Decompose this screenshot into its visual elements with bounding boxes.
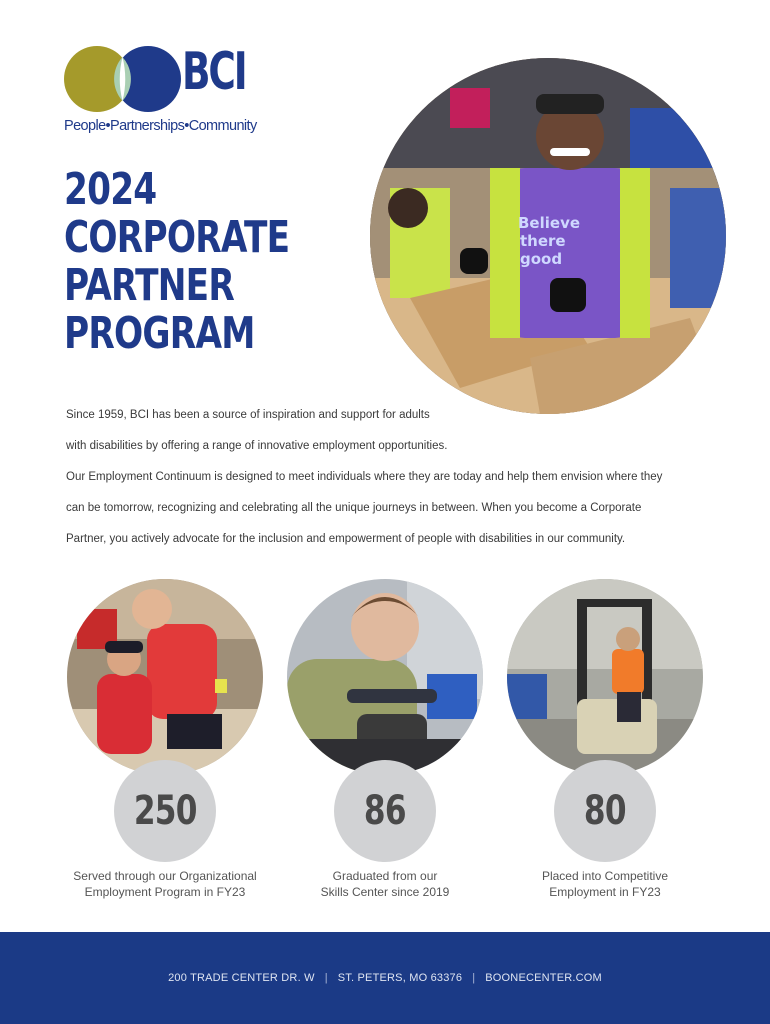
stat-badge-graduated — [334, 760, 436, 862]
stat-caption-line: Served through our Organizational — [73, 869, 257, 883]
stat-caption-line: Employment Program in FY23 — [84, 885, 246, 899]
footer-separator: | — [472, 972, 476, 984]
stat-photo-graduated-illustration — [287, 579, 483, 775]
stat-caption-line: Employment in FY23 — [549, 885, 661, 899]
stat-badge-served — [114, 760, 216, 862]
intro-line: can be tomorrow, recognizing and celebrating all the unique journeys in between. When you become a Corporate — [66, 502, 642, 514]
page-title — [64, 166, 364, 358]
stat-photo-placed-illustration — [507, 579, 703, 775]
bci-logo — [64, 42, 257, 140]
stat-caption-line: Graduated from our — [332, 869, 438, 883]
intro-line: with disabilities by offering a range of innovative employment opportunities. — [66, 440, 448, 452]
intro-line: Our Employment Continuum is designed to meet individuals where they are today and help them envision where they — [66, 471, 663, 483]
stat-photo-placed — [507, 579, 703, 775]
logo-wordmark: BCI — [182, 42, 246, 102]
hero-shirt-text-1: Believe — [518, 214, 581, 232]
hero-photo — [370, 58, 726, 414]
title-line-year: 2024 — [64, 164, 157, 215]
intro-line: Since 1959, BCI has been a source of inspiration and support for adults — [66, 409, 430, 421]
title-line-program: PROGRAM — [64, 308, 255, 359]
footer-bar — [0, 932, 770, 1024]
stat-caption-line: Placed into Competitive — [541, 869, 669, 883]
stat-caption-served — [60, 868, 270, 900]
footer-website-link[interactable]: BOONECENTER.COM — [485, 972, 602, 984]
intro-line: Partner, you actively advocate for the inclusion and empowerment of people with disabilities in our community. — [66, 533, 626, 545]
logo-tagline: People•Partnerships•Community — [64, 118, 257, 134]
stat-badge-placed — [554, 760, 656, 862]
stat-value-graduated: 86 — [364, 788, 406, 834]
bci-logo-mark — [64, 44, 184, 114]
hero-shirt-text-3: good — [520, 250, 563, 268]
footer-address: 200 TRADE CENTER DR. W — [168, 972, 315, 984]
intro-text — [66, 400, 726, 555]
stat-caption-placed — [500, 868, 710, 900]
stat-value-served: 250 — [133, 788, 197, 834]
hero-shirt-text-2: there — [520, 232, 566, 250]
stat-caption-graduated — [280, 868, 490, 900]
hero-photo-illustration — [370, 58, 726, 414]
stat-photo-served — [67, 579, 263, 775]
stat-photo-served-illustration — [67, 579, 263, 775]
stat-photo-graduated — [287, 579, 483, 775]
footer-separator: | — [324, 972, 328, 984]
stat-caption-line: Skills Center since 2019 — [320, 885, 450, 899]
stat-value-placed: 80 — [584, 788, 626, 834]
title-line-corporate: CORPORATE — [64, 212, 290, 263]
title-line-partner: PARTNER — [64, 260, 235, 311]
footer-city: ST. PETERS, MO 63376 — [337, 972, 463, 984]
